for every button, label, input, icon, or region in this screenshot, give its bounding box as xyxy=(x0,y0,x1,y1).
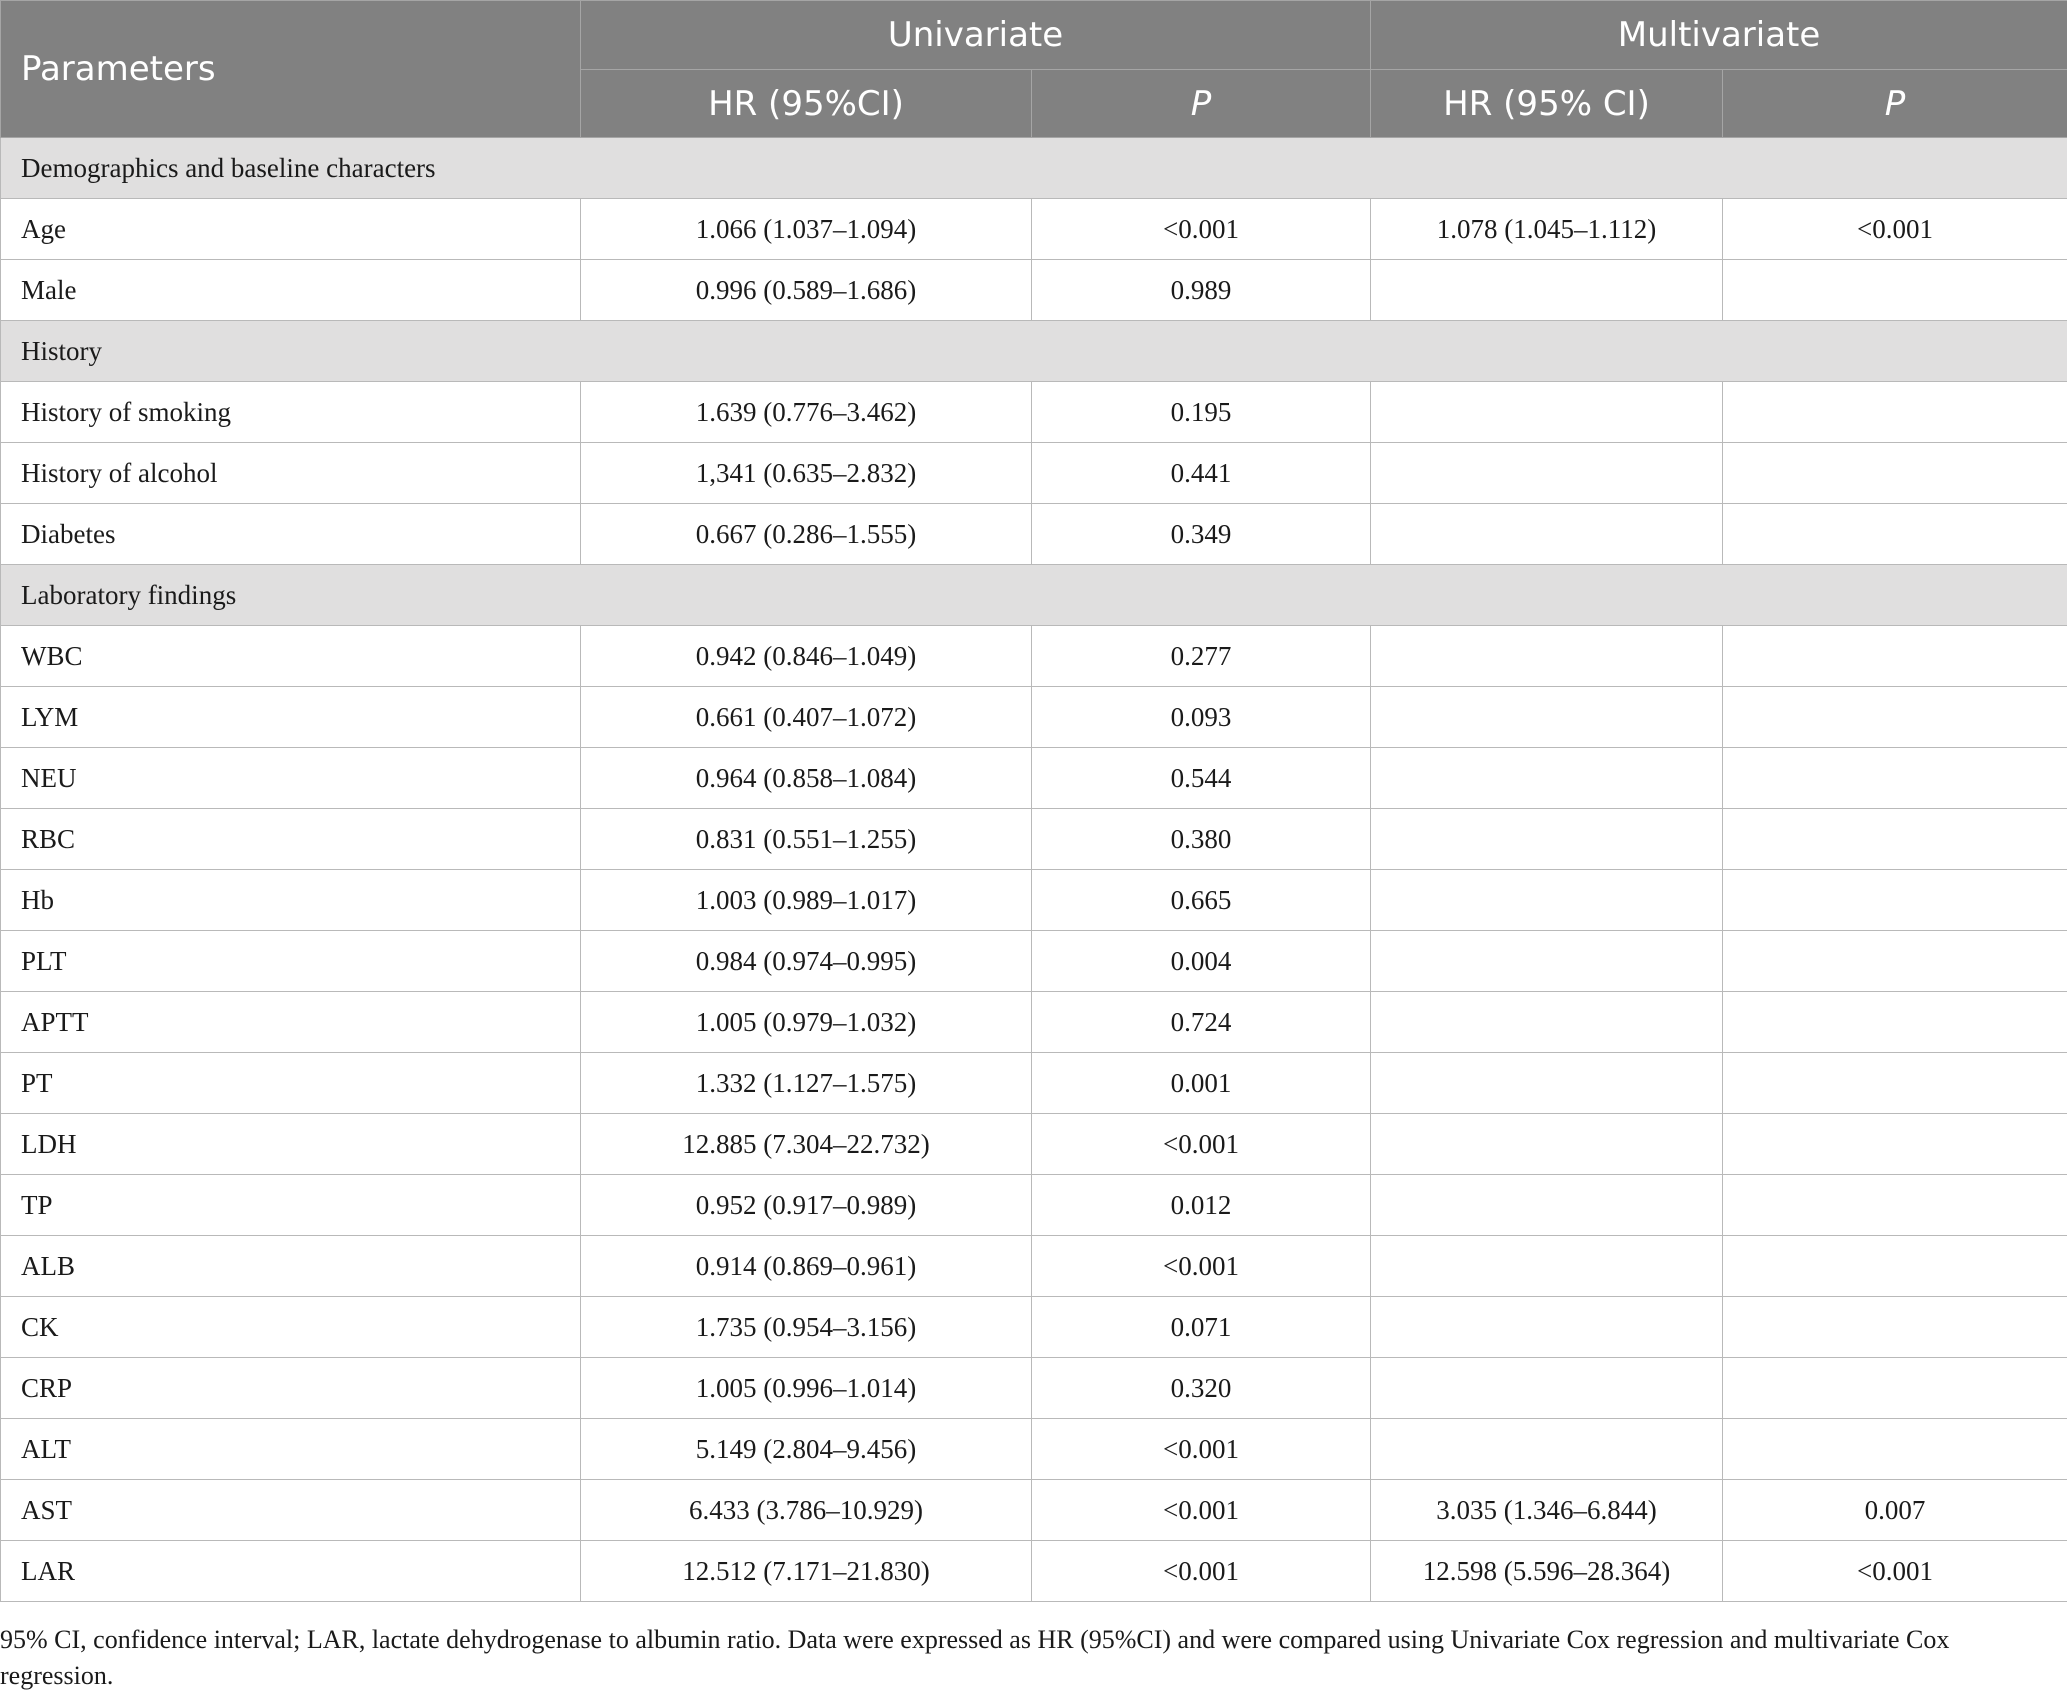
parameter-cell: RBC xyxy=(1,809,581,870)
multivariate-p-cell xyxy=(1723,1175,2067,1236)
univariate-p-cell: 0.544 xyxy=(1032,748,1371,809)
parameter-cell: LYM xyxy=(1,687,581,748)
parameter-cell: CRP xyxy=(1,1358,581,1419)
univariate-hr-cell: 1.005 (0.996–1.014) xyxy=(581,1358,1032,1419)
parameter-cell: PLT xyxy=(1,931,581,992)
univariate-p-cell: <0.001 xyxy=(1032,1236,1371,1297)
univariate-hr-cell: 0.661 (0.407–1.072) xyxy=(581,687,1032,748)
univariate-p-cell: 0.093 xyxy=(1032,687,1371,748)
table-row xyxy=(1,199,2067,260)
multivariate-hr-cell xyxy=(1371,1419,1723,1480)
parameter-cell: CK xyxy=(1,1297,581,1358)
table-header xyxy=(1,1,2067,138)
parameter-cell: LDH xyxy=(1,1114,581,1175)
parameter-cell: Diabetes xyxy=(1,504,581,565)
univariate-hr-cell: 12.885 (7.304–22.732) xyxy=(581,1114,1032,1175)
table-row xyxy=(1,992,2067,1053)
multivariate-p-cell xyxy=(1723,687,2067,748)
multivariate-hr-cell xyxy=(1371,1053,1723,1114)
multivariate-p-cell xyxy=(1723,504,2067,565)
header-multivariate-p: P xyxy=(1723,70,2067,138)
parameter-cell: Male xyxy=(1,260,581,321)
univariate-p-cell: <0.001 xyxy=(1032,199,1371,260)
parameter-cell: History of smoking xyxy=(1,382,581,443)
univariate-hr-cell: 5.149 (2.804–9.456) xyxy=(581,1419,1032,1480)
multivariate-hr-cell xyxy=(1371,870,1723,931)
multivariate-p-cell xyxy=(1723,1114,2067,1175)
univariate-p-cell: 0.989 xyxy=(1032,260,1371,321)
univariate-p-cell: 0.012 xyxy=(1032,1175,1371,1236)
univariate-p-cell: <0.001 xyxy=(1032,1480,1371,1541)
multivariate-hr-cell: 1.078 (1.045–1.112) xyxy=(1371,199,1723,260)
univariate-hr-cell: 0.667 (0.286–1.555) xyxy=(581,504,1032,565)
header-univariate: Univariate xyxy=(581,1,1371,70)
header-univariate-hr: HR (95%CI) xyxy=(581,70,1032,138)
table-row xyxy=(1,504,2067,565)
parameter-cell: LAR xyxy=(1,1541,581,1602)
univariate-p-cell: <0.001 xyxy=(1032,1541,1371,1602)
table-row xyxy=(1,809,2067,870)
section-title: Laboratory findings xyxy=(1,565,2067,626)
header-parameters: Parameters xyxy=(1,1,581,138)
multivariate-hr-cell xyxy=(1371,1358,1723,1419)
univariate-p-cell: 0.320 xyxy=(1032,1358,1371,1419)
parameter-cell: Age xyxy=(1,199,581,260)
table-footnote: 95% CI, confidence interval; LAR, lactate dehydrogenase to albumin ratio. Data were expressed as HR (95%CI) and were compared using Univariate Cox regression and multivariate Cox regression. xyxy=(0,1625,1950,1690)
table-row xyxy=(1,931,2067,992)
multivariate-hr-cell xyxy=(1371,626,1723,687)
table-row xyxy=(1,1175,2067,1236)
univariate-p-cell: 0.001 xyxy=(1032,1053,1371,1114)
univariate-p-cell: 0.665 xyxy=(1032,870,1371,931)
univariate-p-cell: 0.004 xyxy=(1032,931,1371,992)
univariate-hr-cell: 12.512 (7.171–21.830) xyxy=(581,1541,1032,1602)
multivariate-hr-cell xyxy=(1371,382,1723,443)
univariate-p-cell: 0.724 xyxy=(1032,992,1371,1053)
multivariate-hr-cell xyxy=(1371,809,1723,870)
table-row xyxy=(1,1053,2067,1114)
multivariate-hr-cell xyxy=(1371,1114,1723,1175)
multivariate-hr-cell xyxy=(1371,687,1723,748)
multivariate-hr-cell xyxy=(1371,504,1723,565)
multivariate-p-cell: 0.007 xyxy=(1723,1480,2067,1541)
univariate-hr-cell: 6.433 (3.786–10.929) xyxy=(581,1480,1032,1541)
section-title: History xyxy=(1,321,2067,382)
multivariate-p-cell xyxy=(1723,748,2067,809)
table-row xyxy=(1,626,2067,687)
table-row xyxy=(1,382,2067,443)
multivariate-p-cell xyxy=(1723,1358,2067,1419)
parameter-cell: History of alcohol xyxy=(1,443,581,504)
table-row xyxy=(1,260,2067,321)
univariate-hr-cell: 1.066 (1.037–1.094) xyxy=(581,199,1032,260)
univariate-hr-cell: 0.942 (0.846–1.049) xyxy=(581,626,1032,687)
univariate-p-cell: 0.277 xyxy=(1032,626,1371,687)
parameter-cell: WBC xyxy=(1,626,581,687)
univariate-hr-cell: 1,341 (0.635–2.832) xyxy=(581,443,1032,504)
univariate-hr-cell: 1.005 (0.979–1.032) xyxy=(581,992,1032,1053)
multivariate-p-cell: <0.001 xyxy=(1723,1541,2067,1602)
multivariate-p-cell xyxy=(1723,809,2067,870)
univariate-p-cell: 0.349 xyxy=(1032,504,1371,565)
table-row xyxy=(1,1297,2067,1358)
multivariate-hr-cell xyxy=(1371,748,1723,809)
multivariate-p-cell xyxy=(1723,1053,2067,1114)
header-multivariate: Multivariate xyxy=(1371,1,2067,70)
univariate-p-cell: <0.001 xyxy=(1032,1114,1371,1175)
univariate-p-cell: 0.071 xyxy=(1032,1297,1371,1358)
table-row xyxy=(1,1358,2067,1419)
univariate-hr-cell: 0.831 (0.551–1.255) xyxy=(581,809,1032,870)
multivariate-p-cell: <0.001 xyxy=(1723,199,2067,260)
parameter-cell: PT xyxy=(1,1053,581,1114)
header-multivariate-hr: HR (95% CI) xyxy=(1371,70,1723,138)
table-row xyxy=(1,1541,2067,1602)
univariate-hr-cell: 0.952 (0.917–0.989) xyxy=(581,1175,1032,1236)
univariate-p-cell: <0.001 xyxy=(1032,1419,1371,1480)
univariate-hr-cell: 0.996 (0.589–1.686) xyxy=(581,260,1032,321)
table-row xyxy=(1,1480,2067,1541)
header-univariate-p: P xyxy=(1032,70,1371,138)
table-row xyxy=(1,870,2067,931)
table-row xyxy=(1,1419,2067,1480)
multivariate-hr-cell xyxy=(1371,1297,1723,1358)
univariate-hr-cell: 1.639 (0.776–3.462) xyxy=(581,382,1032,443)
parameter-cell: AST xyxy=(1,1480,581,1541)
univariate-p-cell: 0.195 xyxy=(1032,382,1371,443)
multivariate-p-cell xyxy=(1723,870,2067,931)
multivariate-hr-cell xyxy=(1371,992,1723,1053)
multivariate-p-cell xyxy=(1723,626,2067,687)
multivariate-hr-cell: 3.035 (1.346–6.844) xyxy=(1371,1480,1723,1541)
univariate-hr-cell: 0.914 (0.869–0.961) xyxy=(581,1236,1032,1297)
multivariate-p-cell xyxy=(1723,382,2067,443)
section-row xyxy=(1,565,2067,626)
section-title: Demographics and baseline characters xyxy=(1,138,2067,199)
parameter-cell: ALB xyxy=(1,1236,581,1297)
parameter-cell: APTT xyxy=(1,992,581,1053)
multivariate-hr-cell: 12.598 (5.596–28.364) xyxy=(1371,1541,1723,1602)
multivariate-hr-cell xyxy=(1371,1236,1723,1297)
multivariate-p-cell xyxy=(1723,1419,2067,1480)
multivariate-p-cell xyxy=(1723,443,2067,504)
table-row xyxy=(1,1236,2067,1297)
multivariate-hr-cell xyxy=(1371,260,1723,321)
univariate-hr-cell: 0.964 (0.858–1.084) xyxy=(581,748,1032,809)
table-row xyxy=(1,1114,2067,1175)
univariate-hr-cell: 0.984 (0.974–0.995) xyxy=(581,931,1032,992)
parameter-cell: ALT xyxy=(1,1419,581,1480)
multivariate-p-cell xyxy=(1723,931,2067,992)
multivariate-hr-cell xyxy=(1371,1175,1723,1236)
table-row xyxy=(1,687,2067,748)
section-row xyxy=(1,321,2067,382)
parameter-cell: Hb xyxy=(1,870,581,931)
univariate-p-cell: 0.441 xyxy=(1032,443,1371,504)
univariate-hr-cell: 1.332 (1.127–1.575) xyxy=(581,1053,1032,1114)
section-row xyxy=(1,138,2067,199)
multivariate-p-cell xyxy=(1723,1236,2067,1297)
multivariate-hr-cell xyxy=(1371,931,1723,992)
univariate-hr-cell: 1.003 (0.989–1.017) xyxy=(581,870,1032,931)
univariate-hr-cell: 1.735 (0.954–3.156) xyxy=(581,1297,1032,1358)
parameter-cell: TP xyxy=(1,1175,581,1236)
univariate-p-cell: 0.380 xyxy=(1032,809,1371,870)
multivariate-p-cell xyxy=(1723,1297,2067,1358)
multivariate-hr-cell xyxy=(1371,443,1723,504)
table-row xyxy=(1,443,2067,504)
table-body xyxy=(1,138,2067,1602)
multivariate-p-cell xyxy=(1723,260,2067,321)
parameter-cell: NEU xyxy=(1,748,581,809)
table-row xyxy=(1,748,2067,809)
multivariate-p-cell xyxy=(1723,992,2067,1053)
